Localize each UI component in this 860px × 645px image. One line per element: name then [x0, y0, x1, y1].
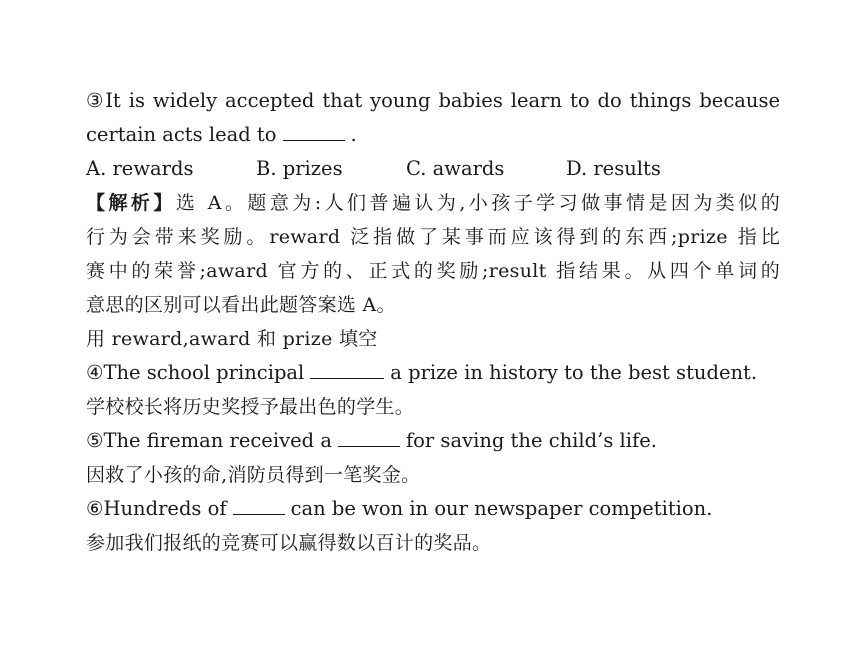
- option-a[interactable]: A. rewards: [86, 157, 194, 180]
- analysis-line-4: 意思的区别可以看出此题答案选 A。: [86, 294, 396, 316]
- q4-translation: 学校校长将历史奖授予最出色的学生。: [86, 396, 415, 418]
- option-d[interactable]: D. results: [566, 157, 661, 180]
- analysis-line-3: 赛中的荣誉;award 官方的、正式的奖励;result 指结果。从四个单词的: [86, 260, 780, 282]
- q4-text-after: a prize in history to the best student.: [390, 361, 758, 384]
- q6-text-before: ⑥Hundreds of: [86, 497, 227, 520]
- option-b[interactable]: B. prizes: [256, 157, 343, 180]
- q6-translation: 参加我们报纸的竞赛可以赢得数以百计的奖品。: [86, 532, 492, 554]
- q3-line-1: ③It is widely accepted that young babies learn to do things because: [86, 89, 780, 112]
- q4-answer-blank[interactable]: [310, 360, 384, 379]
- q6-answer-blank[interactable]: [233, 496, 285, 515]
- analysis-line-1: [86, 186, 780, 220]
- q3-line-2-text: certain acts lead to: [86, 123, 277, 146]
- analysis-line-1-text: 选 A。题意为:人们普遍认为,小孩子学习做事情是因为类似的: [175, 192, 780, 214]
- q5-translation: 因救了小孩的命,消防员得到一笔奖金。: [86, 464, 421, 486]
- q3-line-2-end: .: [350, 123, 357, 146]
- q3-answer-blank[interactable]: [283, 122, 345, 141]
- q5-line: [86, 424, 657, 458]
- q5-answer-blank[interactable]: [338, 428, 400, 447]
- q4-line: [86, 356, 757, 390]
- q3-line-2: [86, 118, 357, 152]
- q4-text-before: ④The school principal: [86, 361, 305, 384]
- option-c[interactable]: C. awards: [406, 157, 505, 180]
- q5-text-before: ⑤The fireman received a: [86, 429, 332, 452]
- analysis-tag: 【解析】: [86, 192, 176, 214]
- q3-options: [86, 152, 661, 186]
- analysis-line-2: 行为会带来奖励。reward 泛指做了某事而应该得到的东西;prize 指比: [86, 226, 780, 248]
- q5-text-after: for saving the child’s life.: [405, 429, 657, 452]
- q6-line: [86, 492, 712, 526]
- q6-text-after: can be won in our newspaper competition.: [290, 497, 713, 520]
- fill-instruction: 用 reward,award 和 prize 填空: [86, 328, 378, 350]
